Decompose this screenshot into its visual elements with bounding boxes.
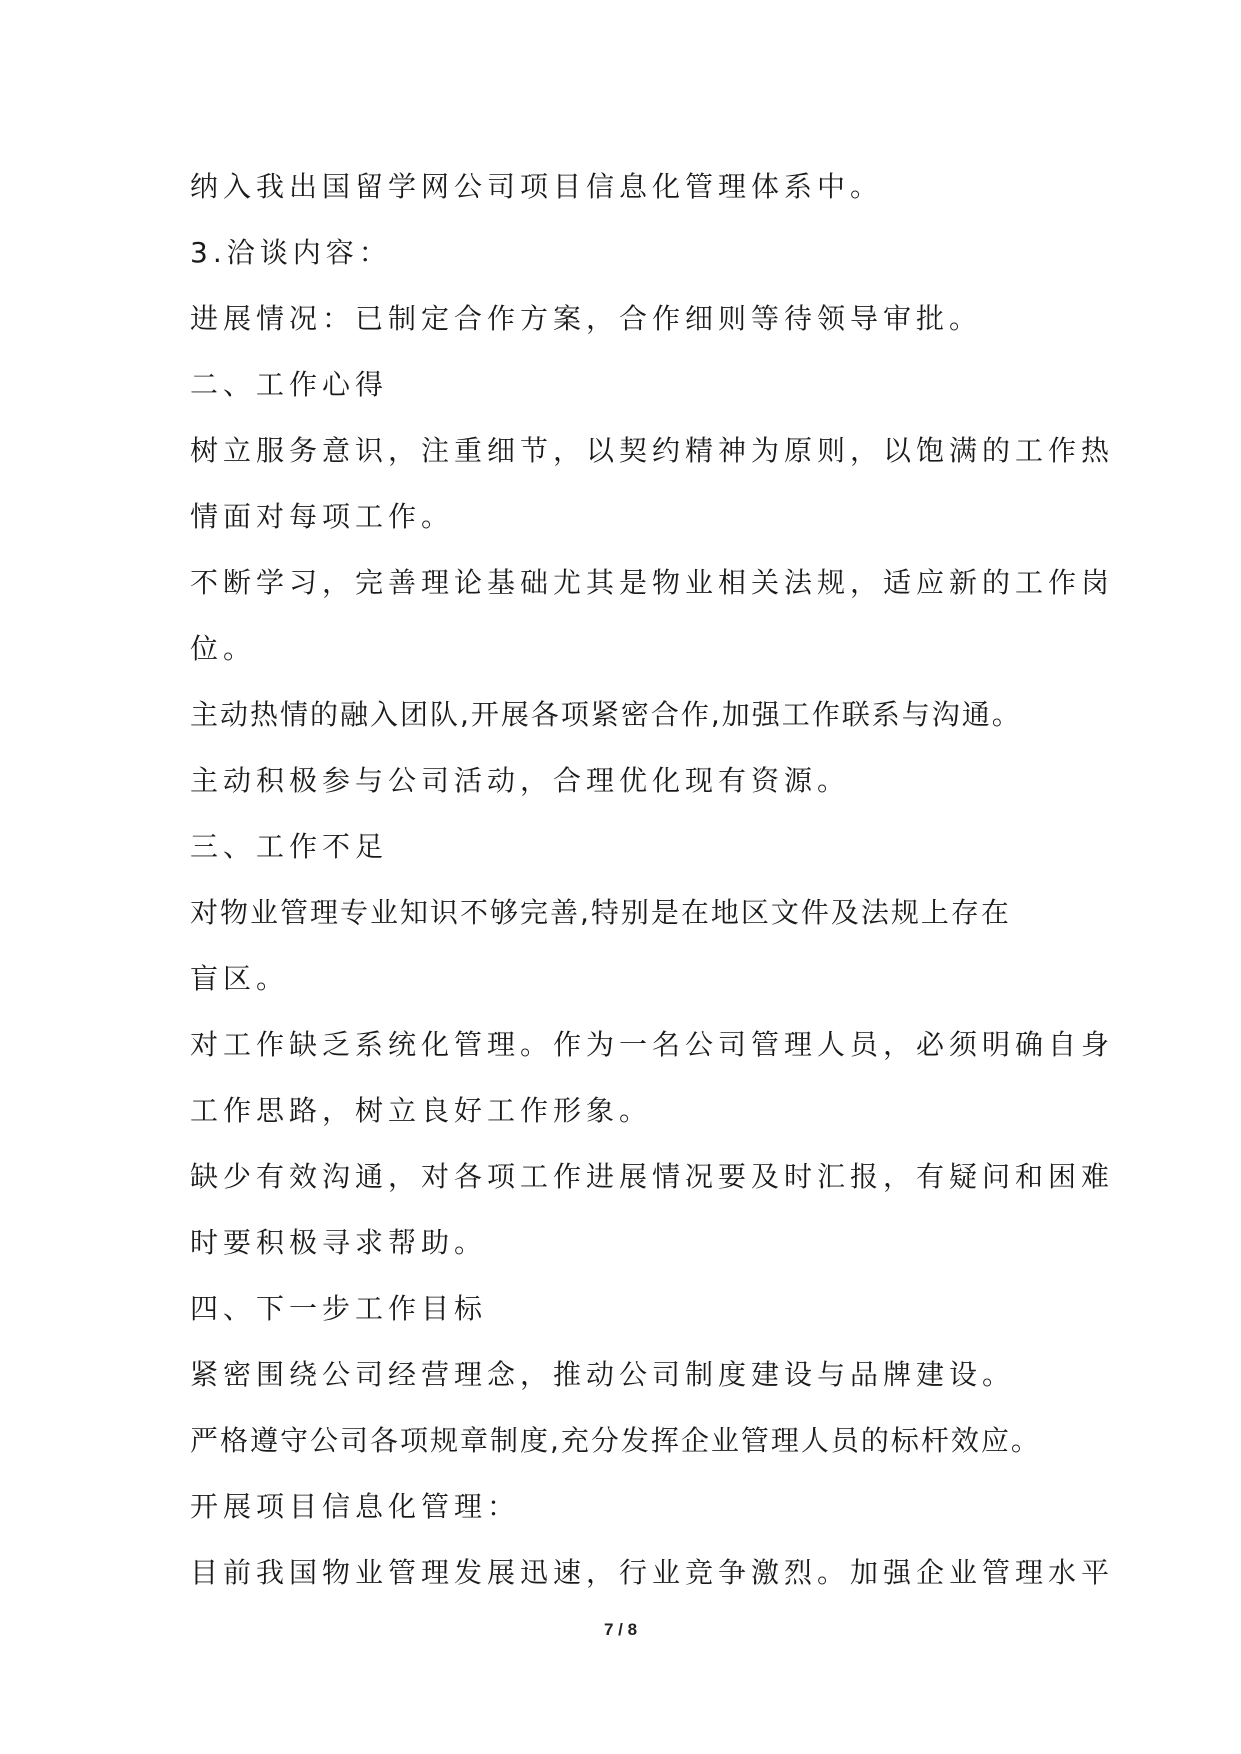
paragraph-line: 目前我国物业管理发展迅速，行业竞争激烈。加强企业管理水平 [190, 1556, 1115, 1589]
subheading-line: 3.洽谈内容： [190, 236, 392, 269]
paragraph-line: 严格遵守公司各项规章制度,充分发挥企业管理人员的标杆效应。 [190, 1424, 1041, 1457]
paragraph-line: 紧密围绕公司经营理念，推动公司制度建设与品牌建设。 [190, 1358, 1016, 1391]
paragraph-line: 缺少有效沟通，对各项工作进展情况要及时汇报，有疑问和困难 [190, 1160, 1115, 1193]
page-number: 7 / 8 [603, 1620, 638, 1639]
paragraph-line: 进展情况：已制定合作方案，合作细则等待领导审批。 [190, 302, 983, 335]
document-body [190, 154, 1115, 1606]
paragraph-line: 树立服务意识，注重细节，以契约精神为原则，以饱满的工作热 [190, 434, 1115, 467]
paragraph-line: 开展项目信息化管理： [190, 1490, 521, 1523]
section-heading: 二、工作心得 [190, 368, 389, 401]
paragraph-line: 主动热情的融入团队,开展各项紧密合作,加强工作联系与沟通。 [190, 698, 1022, 731]
paragraph-line: 时要积极寻求帮助。 [190, 1226, 488, 1259]
paragraph-line: 对物业管理专业知识不够完善,特别是在地区文件及法规上存在 [190, 896, 1011, 929]
section-heading: 三、工作不足 [190, 830, 389, 863]
paragraph-line: 主动积极参与公司活动，合理优化现有资源。 [190, 764, 851, 797]
paragraph-line: 工作思路，树立良好工作形象。 [190, 1094, 653, 1127]
paragraph-line: 纳入我出国留学网公司项目信息化管理体系中。 [190, 170, 884, 203]
paragraph-line: 对工作缺乏系统化管理。作为一名公司管理人员，必须明确自身 [190, 1028, 1115, 1061]
section-heading: 四、下一步工作目标 [190, 1292, 488, 1325]
paragraph-line: 情面对每项工作。 [190, 500, 455, 533]
paragraph-line: 位。 [190, 632, 257, 665]
paragraph-line: 不断学习，完善理论基础尤其是物业相关法规，适应新的工作岗 [190, 566, 1115, 599]
paragraph-line: 盲区。 [190, 962, 290, 995]
